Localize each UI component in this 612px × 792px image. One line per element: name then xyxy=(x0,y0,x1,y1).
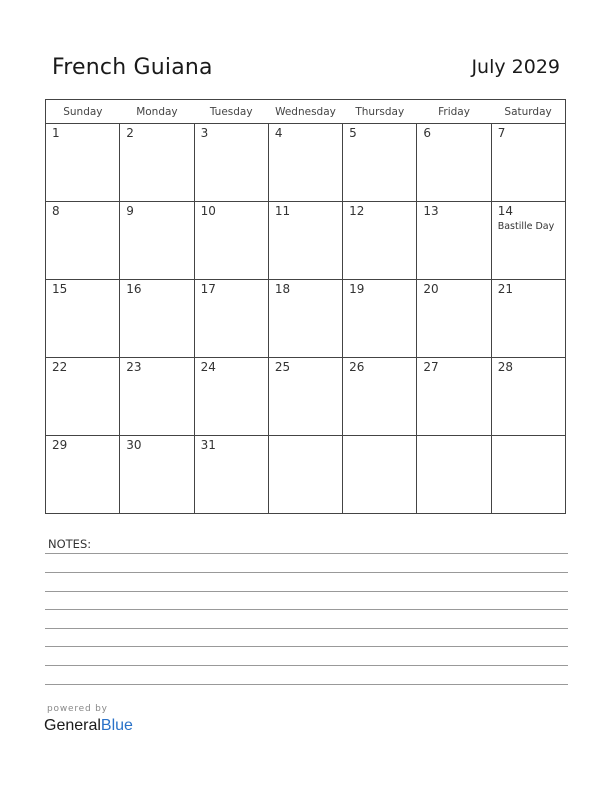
day-number: 17 xyxy=(200,282,216,296)
day-cell[interactable] xyxy=(120,280,194,358)
weekday-monday: Monday xyxy=(120,100,194,124)
day-cell[interactable] xyxy=(120,202,194,280)
day-cell[interactable] xyxy=(268,202,342,280)
generalblue-logo[interactable] xyxy=(44,717,133,735)
day-number: 11 xyxy=(274,204,291,218)
day-number: 27 xyxy=(423,360,439,374)
note-line xyxy=(45,646,568,647)
month-year-title: July 2029 xyxy=(471,56,560,78)
day-cell[interactable] xyxy=(343,436,417,514)
country-title: French Guiana xyxy=(52,55,213,80)
day-cell[interactable] xyxy=(491,358,565,436)
note-line xyxy=(45,572,568,573)
note-line xyxy=(45,665,568,666)
week-row xyxy=(46,436,566,514)
day-cell[interactable] xyxy=(46,124,120,202)
day-cell[interactable] xyxy=(343,280,417,358)
day-cell[interactable] xyxy=(120,436,194,514)
week-row xyxy=(46,280,566,358)
day-cell[interactable] xyxy=(194,124,268,202)
day-number: 4 xyxy=(274,126,283,140)
day-cell[interactable] xyxy=(417,436,491,514)
day-cell[interactable] xyxy=(491,436,565,514)
day-number: 26 xyxy=(349,360,365,374)
day-number: 2 xyxy=(126,126,134,140)
weekday-header-row xyxy=(46,100,566,124)
day-number: 5 xyxy=(349,126,357,140)
day-cell[interactable] xyxy=(417,280,491,358)
day-number: 18 xyxy=(274,282,291,296)
day-cell[interactable] xyxy=(194,358,268,436)
day-cell[interactable] xyxy=(268,124,342,202)
day-number: 8 xyxy=(52,204,60,218)
day-cell[interactable] xyxy=(417,358,491,436)
day-cell[interactable] xyxy=(120,124,194,202)
day-number: 9 xyxy=(126,204,134,218)
day-number: 3 xyxy=(200,126,209,140)
day-number: 7 xyxy=(497,126,506,140)
day-number: 15 xyxy=(52,282,68,296)
weekday-friday: Friday xyxy=(417,100,491,124)
notes-label: NOTES: xyxy=(48,537,92,551)
week-row xyxy=(46,202,566,280)
day-cell[interactable] xyxy=(268,436,342,514)
day-cell[interactable] xyxy=(46,436,120,514)
day-number: 1 xyxy=(52,126,60,140)
day-cell[interactable] xyxy=(268,280,342,358)
day-cell[interactable] xyxy=(120,358,194,436)
day-cell[interactable] xyxy=(46,358,120,436)
day-cell[interactable] xyxy=(491,280,565,358)
day-number: 25 xyxy=(274,360,291,374)
day-cell[interactable] xyxy=(417,202,491,280)
day-cell[interactable] xyxy=(491,202,565,280)
day-number: 31 xyxy=(200,438,216,452)
day-number: 23 xyxy=(126,360,142,374)
day-cell[interactable] xyxy=(46,202,120,280)
day-cell[interactable] xyxy=(194,280,268,358)
weekday-thursday: Thursday xyxy=(343,100,417,124)
note-line xyxy=(45,684,568,685)
note-line xyxy=(45,628,568,629)
day-cell[interactable] xyxy=(491,124,565,202)
note-line xyxy=(45,591,568,592)
calendar-grid xyxy=(45,99,566,514)
day-number: 10 xyxy=(200,204,216,218)
week-row xyxy=(46,124,566,202)
day-cell[interactable] xyxy=(343,358,417,436)
brand-blue: Blue xyxy=(100,717,133,734)
day-number: 16 xyxy=(126,282,142,296)
day-cell[interactable] xyxy=(194,436,268,514)
day-number: 14 xyxy=(497,204,513,218)
brand-general: General xyxy=(44,717,101,734)
day-number: 20 xyxy=(423,282,439,296)
holiday-label: Bastille Day xyxy=(497,221,555,232)
day-number: 22 xyxy=(52,360,68,374)
day-number: 6 xyxy=(423,126,432,140)
day-number: 13 xyxy=(423,204,439,218)
day-number: 29 xyxy=(52,438,68,452)
day-number: 21 xyxy=(497,282,513,296)
day-number: 28 xyxy=(497,360,513,374)
weekday-saturday: Saturday xyxy=(491,100,565,124)
powered-by-text: powered by xyxy=(47,704,108,714)
weekday-wednesday: Wednesday xyxy=(268,100,342,124)
day-number: 19 xyxy=(349,282,365,296)
week-row xyxy=(46,358,566,436)
day-cell[interactable] xyxy=(343,202,417,280)
day-number: 12 xyxy=(349,204,365,218)
note-line xyxy=(45,553,568,554)
day-cell[interactable] xyxy=(417,124,491,202)
weekday-tuesday: Tuesday xyxy=(194,100,268,124)
weekday-sunday: Sunday xyxy=(46,100,120,124)
day-cell[interactable] xyxy=(343,124,417,202)
day-cell[interactable] xyxy=(194,202,268,280)
day-cell[interactable] xyxy=(268,358,342,436)
day-number: 24 xyxy=(200,360,216,374)
day-number: 30 xyxy=(126,438,142,452)
note-line xyxy=(45,609,568,610)
day-cell[interactable] xyxy=(46,280,120,358)
